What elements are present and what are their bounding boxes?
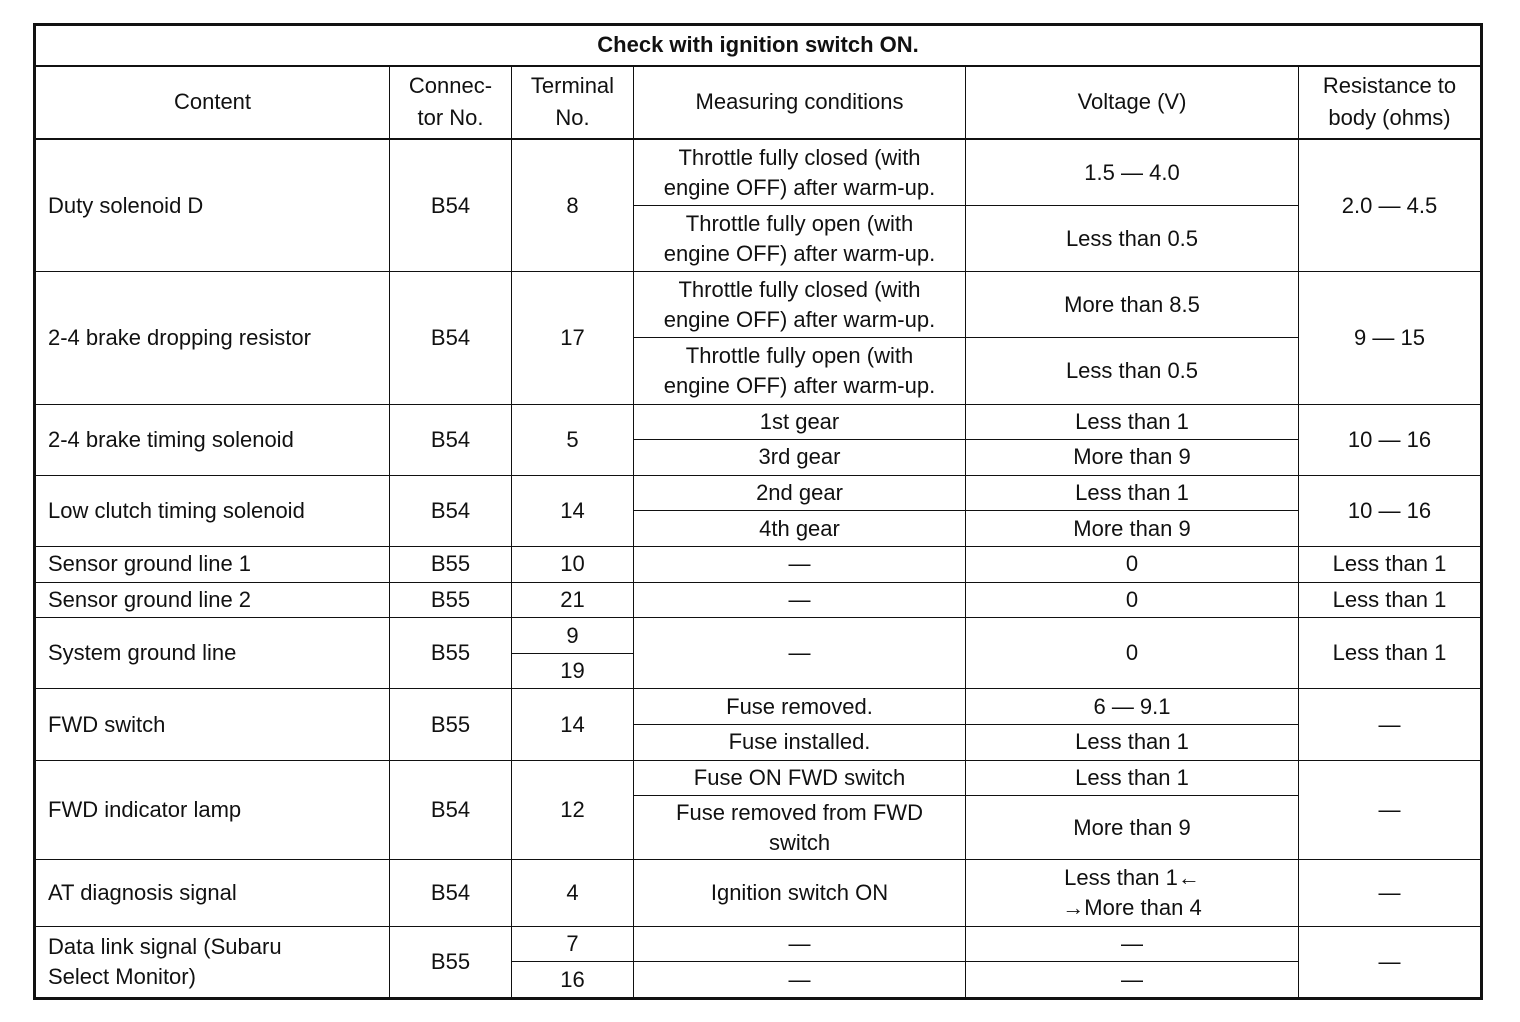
cell-condition: Throttle fully open (with engine OFF) after warm-up. xyxy=(634,206,966,272)
cell-connector: B54 xyxy=(390,404,512,475)
cell-resistance: — xyxy=(1299,760,1482,860)
cell-voltage: More than 9 xyxy=(966,796,1299,860)
cell-condition: Ignition switch ON xyxy=(634,860,966,926)
table-row xyxy=(35,547,1482,583)
title-row xyxy=(35,25,1482,66)
cell-voltage: Less than 1 xyxy=(966,725,1299,761)
table-row xyxy=(35,860,1482,926)
cell-condition: Fuse removed. xyxy=(634,689,966,725)
cell-terminal: 4 xyxy=(512,860,634,926)
cell-condition: Fuse removed from FWD switch xyxy=(634,796,966,860)
cell-voltage: More than 9 xyxy=(966,440,1299,476)
table-row xyxy=(35,582,1482,618)
cell-connector: B54 xyxy=(390,760,512,860)
cell-content: 2-4 brake dropping resistor xyxy=(35,272,390,404)
cell-terminal: 14 xyxy=(512,689,634,760)
cell-voltage: More than 9 xyxy=(966,511,1299,547)
cell-content: AT diagnosis signal xyxy=(35,860,390,926)
cell-connector: B54 xyxy=(390,860,512,926)
cell-terminal: 17 xyxy=(512,272,634,404)
cell-terminal: 16 xyxy=(512,962,634,999)
table-row xyxy=(35,404,1482,440)
cell-terminal: 5 xyxy=(512,404,634,475)
header-voltage: Voltage (V) xyxy=(966,66,1299,139)
table-title: Check with ignition switch ON. xyxy=(35,25,1482,66)
cell-voltage: Less than 0.5 xyxy=(966,206,1299,272)
cell-voltage: — xyxy=(966,962,1299,999)
cell-connector: B54 xyxy=(390,272,512,404)
cell-connector: B54 xyxy=(390,475,512,546)
cell-condition: — xyxy=(634,962,966,999)
header-resistance: Resistance to body (ohms) xyxy=(1299,66,1482,139)
cell-condition: 2nd gear xyxy=(634,475,966,511)
cell-connector: B55 xyxy=(390,689,512,760)
cell-voltage: Less than 1 xyxy=(966,760,1299,796)
cell-content: Low clutch timing solenoid xyxy=(35,475,390,546)
header-row xyxy=(35,66,1482,139)
cell-connector: B55 xyxy=(390,582,512,618)
cell-voltage: Less than 1 xyxy=(966,475,1299,511)
cell-resistance: — xyxy=(1299,689,1482,760)
cell-voltage: Less than 1← →More than 4 xyxy=(966,860,1299,926)
cell-voltage: — xyxy=(966,926,1299,962)
cell-terminal: 21 xyxy=(512,582,634,618)
cell-resistance: 9 — 15 xyxy=(1299,272,1482,404)
table-row xyxy=(35,689,1482,725)
cell-connector: B55 xyxy=(390,547,512,583)
table-row xyxy=(35,926,1482,962)
table-row xyxy=(35,272,1482,338)
cell-condition: Fuse installed. xyxy=(634,725,966,761)
cell-voltage: More than 8.5 xyxy=(966,272,1299,338)
cell-content: Sensor ground line 2 xyxy=(35,582,390,618)
cell-resistance: Less than 1 xyxy=(1299,547,1482,583)
cell-condition: — xyxy=(634,582,966,618)
cell-condition: 1st gear xyxy=(634,404,966,440)
cell-terminal: 12 xyxy=(512,760,634,860)
cell-condition: — xyxy=(634,547,966,583)
cell-condition: Throttle fully closed (with engine OFF) after warm-up. xyxy=(634,139,966,206)
cell-terminal: 14 xyxy=(512,475,634,546)
cell-terminal: 9 xyxy=(512,618,634,654)
cell-content: 2-4 brake timing solenoid xyxy=(35,404,390,475)
cell-voltage: 0 xyxy=(966,618,1299,689)
cell-terminal: 7 xyxy=(512,926,634,962)
cell-content: Data link signal (Subaru Select Monitor) xyxy=(35,926,390,998)
cell-voltage: 6 — 9.1 xyxy=(966,689,1299,725)
spec-table xyxy=(33,23,1483,1000)
cell-terminal: 8 xyxy=(512,139,634,272)
cell-terminal: 19 xyxy=(512,653,634,689)
cell-condition: Throttle fully closed (with engine OFF) after warm-up. xyxy=(634,272,966,338)
header-conditions: Measuring conditions xyxy=(634,66,966,139)
cell-voltage: 1.5 — 4.0 xyxy=(966,139,1299,206)
cell-terminal: 10 xyxy=(512,547,634,583)
cell-condition: 4th gear xyxy=(634,511,966,547)
cell-content: Sensor ground line 1 xyxy=(35,547,390,583)
cell-voltage: 0 xyxy=(966,582,1299,618)
cell-condition: Throttle fully open (with engine OFF) after warm-up. xyxy=(634,338,966,404)
cell-content: FWD switch xyxy=(35,689,390,760)
cell-resistance: 10 — 16 xyxy=(1299,404,1482,475)
cell-connector: B55 xyxy=(390,926,512,998)
table-row xyxy=(35,475,1482,511)
table-row xyxy=(35,618,1482,654)
cell-voltage: Less than 1 xyxy=(966,404,1299,440)
cell-resistance: Less than 1 xyxy=(1299,582,1482,618)
cell-content: FWD indicator lamp xyxy=(35,760,390,860)
cell-condition: — xyxy=(634,618,966,689)
cell-condition: 3rd gear xyxy=(634,440,966,476)
cell-condition: Fuse ON FWD switch xyxy=(634,760,966,796)
cell-content: System ground line xyxy=(35,618,390,689)
cell-connector: B55 xyxy=(390,618,512,689)
cell-resistance: — xyxy=(1299,860,1482,926)
header-content: Content xyxy=(35,66,390,139)
table-row xyxy=(35,760,1482,796)
cell-voltage: 0 xyxy=(966,547,1299,583)
cell-resistance: 10 — 16 xyxy=(1299,475,1482,546)
cell-voltage: Less than 0.5 xyxy=(966,338,1299,404)
cell-connector: B54 xyxy=(390,139,512,272)
cell-resistance: Less than 1 xyxy=(1299,618,1482,689)
cell-content: Duty solenoid D xyxy=(35,139,390,272)
header-connector: Connec- tor No. xyxy=(390,66,512,139)
cell-condition: — xyxy=(634,926,966,962)
cell-resistance: — xyxy=(1299,926,1482,998)
header-terminal: Terminal No. xyxy=(512,66,634,139)
table-row xyxy=(35,139,1482,206)
cell-resistance: 2.0 — 4.5 xyxy=(1299,139,1482,272)
